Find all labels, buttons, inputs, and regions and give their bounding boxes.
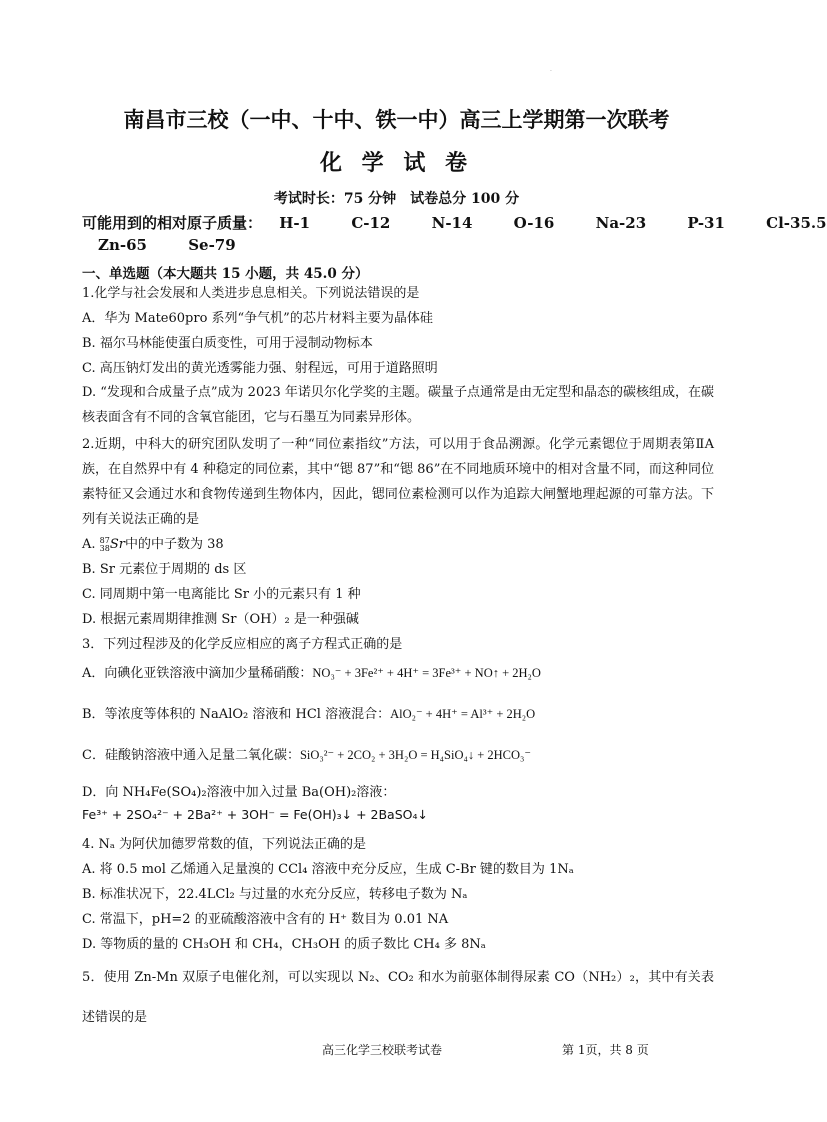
atomic-mass-item: O-16 <box>513 214 555 232</box>
q3-option-c <box>82 746 531 765</box>
page-number: 第 1页，共 8 页 <box>562 1043 649 1057</box>
q4-option-d: D. 等物质的量的 CH₃OH 和 CH₄，CH₃OH 的质子数比 CH₄ 多 8Nₐ <box>82 937 486 952</box>
q2-option-d: D. 根据元素周期律推测 Sr（OH）₂ 是一种强碱 <box>82 612 359 627</box>
q2-option-a <box>82 536 224 554</box>
atomic-mass-label: 可能用到的相对原子质量： <box>82 214 263 232</box>
q3-b-text: B．等浓度等体积的 NaAlO₂ 溶液和 HCl 溶液混合： <box>82 707 391 722</box>
atomic-mass-line-2 <box>98 236 272 254</box>
subject-title: 化 学 试 卷 <box>320 150 473 176</box>
nuclide-notation <box>100 537 110 553</box>
q2-option-c: C. 同周期中第一电离能比 Sr 小的元素只有 1 种 <box>82 587 361 602</box>
q1-option-b: B. 福尔马林能使蛋白质变性，可用于浸制动物标本 <box>82 336 373 351</box>
q2-option-b: B. Sr 元素位于周期的 ds 区 <box>82 562 247 577</box>
q4-option-b: B. 标准状况下，22.4LCl₂ 与过量的水充分反应，转移电子数为 Nₐ <box>82 887 468 902</box>
section-title: 一、单选题（本大题共 15 小题，共 45.0 分） <box>82 266 369 282</box>
q3-c-text: C．硅酸钠溶液中通入足量二氧化碳： <box>82 748 300 763</box>
atomic-mass-item: Se-79 <box>188 236 236 254</box>
atomic-mass-item: N-14 <box>431 214 473 232</box>
atomic-mass-item: C-12 <box>351 214 391 232</box>
atomic-mass-item: Zn-65 <box>98 236 147 254</box>
exam-title: 南昌市三校（一中、十中、铁一中）高三上学期第一次联考 <box>123 107 670 132</box>
q2-stem: 2.近期，中科大的研究团队发明了一种“同位素指纹”方法，可以用于食品溯源。化学元素锶位于周期表第ⅡA 族，在自然界中有 4 种稳定的同位素，其中“锶 87”和“锶 86”在不同地质环境中的相对含量不同，而这种同位素特征又会通过水和食物传递到生物体内，因此，锶同位素检测可以作为追踪大闸蟹地理起源的可靠方法。下列有关说法正确的是 <box>82 437 714 527</box>
q1-stem: 1.化学与社会发展和人类进步息息相关。下列说法错误的是 <box>82 286 420 301</box>
q4-option-c: C. 常温下，pH=2 的亚硫酸溶液中含有的 H⁺ 数目为 0.01 NA <box>82 912 449 927</box>
q5-stem: 5．使用 Zn-Mn 双原子电催化剂，可以实现以 N₂、CO₂ 和水为前驱体制得尿素 CO（NH₂）₂，其中有关表述错误的是 <box>82 970 714 1025</box>
footer-title: 高三化学三校联考试卷 <box>322 1043 443 1057</box>
atomic-number: 38 <box>99 543 110 553</box>
q3-b-equation: AlO₂⁻ + 4H⁺ = Al³⁺ + 2H₂O <box>390 707 536 721</box>
q2-a-text: 中的中子数为 38 <box>124 537 224 552</box>
q3-option-d: D．向 NH₄Fe(SO₄)₂溶液中加入过量 Ba(OH)₂溶液： <box>82 785 396 800</box>
q3-c-equation: SiO₃²⁻ + 2CO₂ + 3H₂O = H₄SiO₄↓ + 2HCO₃⁻ <box>299 748 531 762</box>
atomic-mass-item: P-31 <box>687 214 725 232</box>
q3-a-equation: NO₃⁻ + 3Fe²⁺ + 4H⁺ = 3Fe³⁺ + NO↑ + 2H₂O <box>312 666 541 680</box>
atomic-mass-item: Na-23 <box>595 214 647 232</box>
exam-info: 考试时长：75 分钟 试卷总分 100 分 <box>273 191 520 207</box>
q3-d-equation: Fe³⁺ + 2SO₄²⁻ + 2Ba²⁺ + 3OH⁻ = Fe(OH)₃↓ + 2BaSO₄↓ <box>82 807 428 822</box>
q1-option-a: A．华为 Mate60pro 系列“争气机”的芯片材料主要为晶体硅 <box>82 311 433 326</box>
q3-option-b <box>82 705 535 724</box>
q3-option-a <box>82 664 541 683</box>
scan-mark: . <box>550 66 552 73</box>
element-symbol: Sr <box>109 537 125 552</box>
q3-stem: 3．下列过程涉及的化学反应相应的离子方程式正确的是 <box>82 637 403 652</box>
q1-option-c: C. 高压钠灯发出的黄光透雾能力强、射程远，可用于道路照明 <box>82 361 438 376</box>
q2-a-prefix: A. <box>82 537 100 552</box>
mass-number: 87 <box>99 535 110 545</box>
atomic-mass-line <box>82 212 827 233</box>
q1-option-d: D. “发现和合成量子点”成为 2023 年诺贝尔化学奖的主题。碳量子点通常是由无定型和晶态的碳核组成，在碳核表面含有不同的含氧官能团，它与石墨互为同素异形体。 <box>82 385 714 425</box>
q4-stem: 4. Nₐ 为阿伏加德罗常数的值，下列说法正确的是 <box>82 837 367 852</box>
q3-a-text: A．向碘化亚铁溶液中滴加少量稀硝酸： <box>82 666 313 681</box>
atomic-mass-item: Cl-35.5 <box>766 214 827 232</box>
atomic-mass-item: H-1 <box>279 214 311 232</box>
q4-option-a: A. 将 0.5 mol 乙烯通入足量溴的 CCl₄ 溶液中充分反应，生成 C-Br 键的数目为 1Nₐ <box>82 862 574 877</box>
